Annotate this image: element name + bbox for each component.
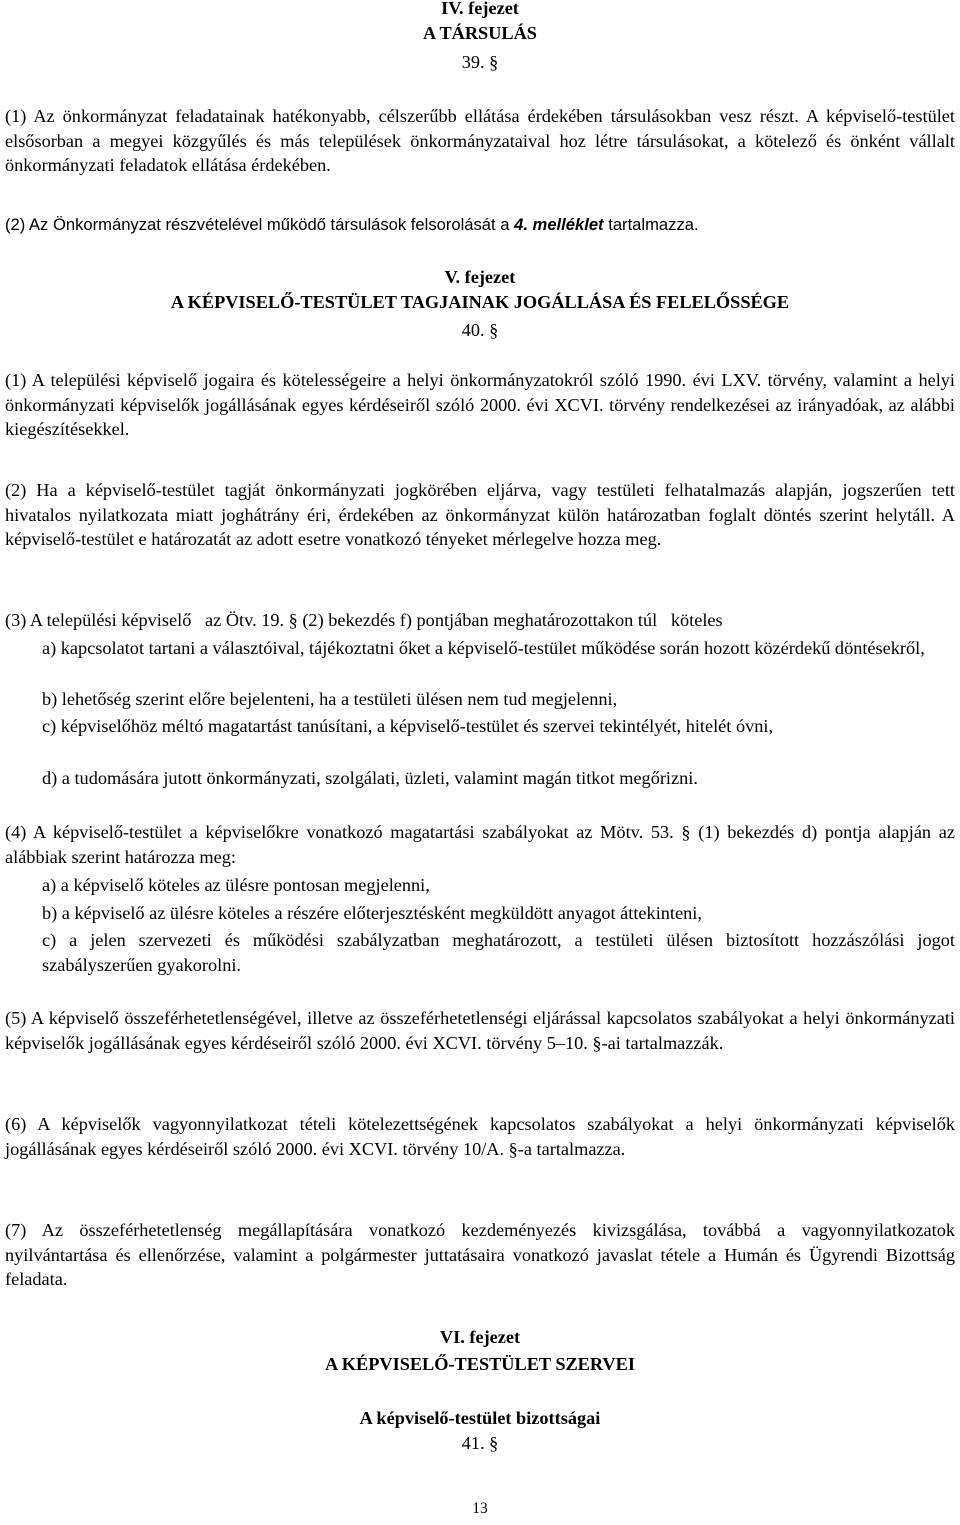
section-40: 40. § [461, 320, 499, 340]
ch5-paragraph-3: (3) A települési képviselő az Ötv. 19. § (2) bekezdés f) pontjában meghatározottakon túl köteles [5, 610, 723, 630]
ch5-paragraph-5: (5) A képviselő összeférhetetlenségével, illetve az összeférhetetlenségi eljárással kapcsolatos szabályokat a helyi önkormányzati képviselők jogállásának egyes kérdéseiről szóló 2000. évi XCVI. törvény 5–10. §-ai tartalmazzák. [5, 1008, 955, 1053]
chapter-6-title: A KÉPVISELŐ-TESTÜLET SZERVEI [325, 1354, 635, 1374]
chapter-5-heading: V. fejezet [444, 267, 516, 287]
list-item: d) a tudomására jutott önkormányzati, szolgálati, üzleti, valamint magán titkot megőrizni. [42, 768, 698, 788]
list-item: b) lehetőség szerint előre bejelenteni, ha a testületi ülésen nem tud megjelenni, [42, 689, 618, 709]
chapter-6-subtitle: A képviselő-testület bizottságai [359, 1408, 601, 1428]
ch4-paragraph-1: (1) Az önkormányzat feladatainak hatékonyabb, célszerűbb ellátása érdekében társulásokban vesz részt. A képviselő-testület elsősorban a megyei közgyűlés és más települések önkormányzataival hoz létre társulásokat, a kötelező és önként vállalt önkormányzati feladatok ellátása érdekében. [5, 106, 955, 176]
list-item: a) a képviselő köteles az ülésre pontosan megjelenni, [42, 875, 430, 895]
page-number: 13 [472, 1500, 488, 1517]
ch5-paragraph-6: (6) A képviselők vagyonnyilatkozat tételi kötelezettségének kapcsolatos szabályokat a helyi önkormányzati képviselők jogállásának egyes kérdéseiről szóló 2000. évi XCVI. törvény 10/A. §-a tartalmazza. [5, 1114, 955, 1159]
ch5-paragraph-7: (7) Az összeférhetetlenség megállapítására vonatkozó kezdeményezés kivizsgálása, továbbá a vagyonnyilatkozatok nyilvántartása és ellenőrzése, valamint a polgármester juttatásaira vonatkozó javaslat tétele a Humán és Ügyrendi Bizottság feladata. [5, 1220, 955, 1290]
chapter-4-heading: IV. fejezet [441, 0, 519, 18]
list-item: c) képviselőhöz méltó magatartást tanúsítani, a képviselő-testület és szervei tekintélyét, hitelét óvni, [42, 716, 774, 736]
ch5-paragraph-2: (2) Ha a képviselő-testület tagját önkormányzati jogkörében eljárva, vagy testületi felhatalmazás alapján, jogszerűen tett hivatalos nyilatkozata miatt joghátrány éri, érdekében az önkormányzat külön határozatban foglalt döntés szerint helytáll. A képviselő-testület e határozatát az adott esetre vonatkozó tényeket mérlegelve hozza meg. [5, 480, 955, 550]
annex-reference: 4. melléklet [514, 215, 604, 234]
chapter-4-title: A TÁRSULÁS [423, 23, 537, 43]
ch5-paragraph-1: (1) A települési képviselő jogaira és kötelességeire a helyi önkormányzatokról szóló 1990. évi LXV. törvény, valamint a helyi önkormányzati képviselők jogállásának egyes kérdéseiről szóló 2000. évi XCVI. törvény rendelkezései az irányadóak, az alábbi kiegészítésekkel. [5, 370, 955, 440]
section-41: 41. § [461, 1433, 499, 1453]
list-item: c) a jelen szervezeti és működési szabályzatban meghatározott, a testületi ülésen biztosított hozzászólási jogot szabályszerűen gyakorolni. [42, 930, 955, 975]
list-item: a) kapcsolatot tartani a választóival, tájékoztatni őket a képviselő-testület működése során hozott közérdekű döntésekről, [42, 638, 925, 658]
chapter-5-title: A KÉPVISELŐ-TESTÜLET TAGJAINAK JOGÁLLÁSA ÉS FELELŐSSÉGE [170, 292, 790, 312]
ch5-paragraph-4: (4) A képviselő-testület a képviselőkre vonatkozó magatartási szabályokat az Mötv. 53. § (1) bekezdés d) pontja alapján az alábbiak szerint határozza meg: [5, 822, 955, 867]
section-39: 39. § [461, 52, 499, 72]
chapter-6-heading: VI. fejezet [439, 1327, 521, 1347]
ch4-paragraph-2: (2) Az Önkormányzat részvételével működő társulások felsorolását a 4. melléklet tartalmazza. [5, 215, 699, 234]
list-item: b) a képviselő az ülésre köteles a részére előterjesztésként megküldött anyagot áttekinteni, [42, 903, 702, 923]
